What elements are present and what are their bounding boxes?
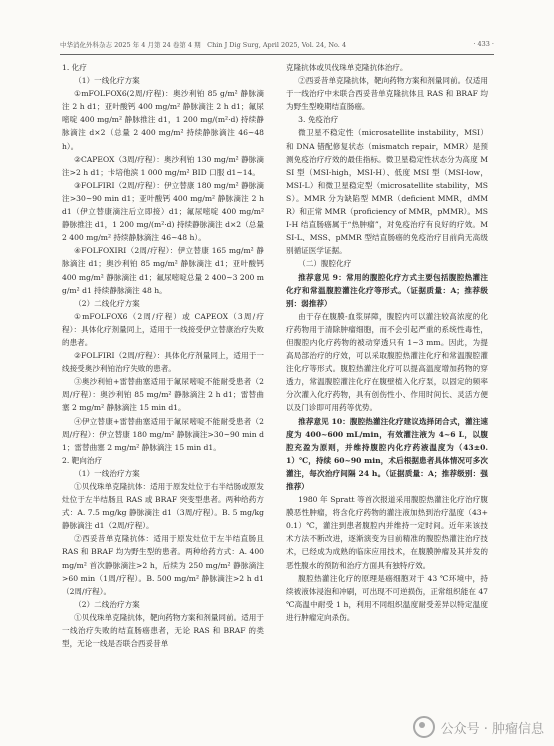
paragraph: ①mFOLFOX6（2周/疗程）或 CAPEOX（3周/疗程）：具体化疗剂量同上，适用于一线接受伊立替康治疗失败的患者。	[62, 311, 264, 347]
paragraph: 2. 靶向治疗	[62, 455, 103, 465]
paragraph: ②CAPEOX（3周/疗程）：奥沙利铂 130 mg/m² 静脉滴注>2 h d1；卡培他滨 1 000 mg/m² BID 口服 d1~14。	[62, 154, 264, 177]
wechat-icon	[413, 716, 435, 738]
paragraph: ①mFOLFOX6(2周/疗程)：奥沙利铂 85 g/m² 静脉滴注 2 h d1；亚叶酸钙 400 mg/m² 静脉滴注 2 h d1；氟尿嘧啶 400 mg/m² 静脉推注 d1，1 200 mg/(m²·d) 持续静脉滴注 d×2（总量 2 400 mg/m² 持续静脉滴注 46~48 h）。	[62, 89, 264, 151]
watermark	[413, 716, 544, 738]
paragraph: ②西妥昔单克隆抗体：适用于原发灶位于左半结直肠且 RAS 和 BRAF 均为野生型的患者。两种给药方式：A. 400 mg/m² 首次静脉滴注>2 h，后续为 250 mg/m² 静脉滴注>60 min（1周/疗程）。B. 500 mg/m² 静脉滴注>2 h d1（2周/疗程）。	[62, 534, 264, 596]
paragraph: ③奥沙利铂+雷替曲塞适用于氟尿嘧啶不能耐受患者（2周/疗程）：奥沙利铂 85 mg/m² 静脉滴注 2 h d1；雷替曲塞 2 mg/m² 静脉滴注 15 min d1。	[62, 377, 264, 413]
paragraph: （2）二线化疗方案	[74, 298, 140, 308]
paragraph: 由于存在腹膜-血浆屏障，腹腔内可以灌注较高浓度的化疗药物用于清除肿瘤细胞，而不会引起严重的系统性毒性，但腹腔内化疗药物的被动穿透只有 1~3 mm。因此，为提高局部治疗的疗效，可以采取腹腔热灌注化疗和常温腹腔灌注化疗等形式。腹腔热灌注化疗可以提高温度增加药物的穿透力，常温腹腔灌注化疗在腹壁植入化疗泵，以固定的频率分次灌入化疗药物，具有创伤性小、作用时间长、灵活方便以及门诊即可用药等优势。	[286, 311, 488, 413]
paragraph: 推荐意见 9：常用的腹腔化疗方式主要包括腹腔热灌注化疗和常温腹腔灌注化疗等形式。（证据质量：A；推荐级别：弱推荐）	[286, 272, 488, 308]
paragraph: ②西妥昔单克隆抗体，靶向药物方案和剂量同前。仅适用于一线治疗中未联合西妥昔单克隆抗体且 RAS 和 BRAF 均为野生型晚期结直肠癌。	[286, 76, 488, 112]
paragraph: （2）二线治疗方案	[74, 599, 140, 609]
running-header	[60, 40, 494, 52]
paragraph: 腹腔热灌注化疗的原理是癌细胞对于 43 ℃环境中，持续被液体浸泡和冲刷，可出现不可逆损伤，正常组织能在 47 ℃高温中耐受 1 h，利用不同组织温度耐受差异以特定温度进行肿瘤定向杀伤。	[286, 573, 488, 622]
paragraph: （二）腹腔化疗	[298, 259, 352, 269]
paragraph: ④FOLFOXIRI（2周/疗程）：伊立替康 165 mg/m² 静脉滴注 d1；奥沙利铂 85 mg/m² 静脉滴注 d1；亚叶酸钙 400 mg/m² 静脉滴注 d1；氟尿嘧啶总量 2 400~3 200 mg/m² d1 持续静脉滴注 48 h。	[62, 246, 264, 295]
right-column	[286, 61, 488, 624]
paragraph: 克隆抗体或贝伐珠单克隆抗体治疗。	[286, 63, 408, 72]
watermark-text: 公众号 · 肿瘤信息	[440, 721, 544, 737]
paragraph: 推荐意见 10：腹腔热灌注化疗建议选择闭合式，灌注速度为 400~600 mL/min，有效灌注液为 4~6 L，以腹腔充盈为原则，并维持腹腔内化疗药液温度为（43±0.1）℃，持续 60~90 min，术后根据患者具体情况可多次灌注，每次治疗间隔 24 h。（证据质量：A；推荐级别：强推荐）	[286, 416, 488, 491]
header-rule	[60, 54, 494, 55]
paragraph: 3. 免疫治疗	[298, 115, 339, 125]
paragraph: ④伊立替康+雷替曲塞适用于氟尿嘧啶不能耐受患者（2周/疗程）：伊立替康 180 mg/m² 静脉滴注>30~90 min d1；雷替曲塞 2 mg/m² 静脉滴注 15 min d1。	[62, 416, 264, 452]
paragraph: （1）一线治疗方案	[74, 468, 140, 478]
left-column	[62, 61, 264, 650]
paragraph: ③FOLFIRI（2周/疗程）：伊立替康 180 mg/m² 静脉滴注>30~90 min d1；亚叶酸钙 400 mg/m² 静脉滴注 2 h d1（伊立替康滴注后立即接）d1；氟尿嘧啶 400 mg/m² 静脉推注 d1，1 200 mg/(m²·d) 持续静脉滴注 d×2（总量 2 400 mg/m² 持续静脉滴注 46~48 h）。	[62, 180, 264, 243]
paragraph: 1980 年 Spratt 等首次报道采用腹腔热灌注化疗治疗腹膜恶性肿瘤，将含化疗药物的灌注液加热到治疗温度（43+0.1）℃，灌注到患者腹腔内并维持一定时间。近年来该技术方法不断改进，逐渐演变为目前精准的腹腔热灌注治疗技术，已经成为成熟的临床应用技术，在腹膜肿瘤及其并发的恶性腹水的预防和治疗方面具有独特疗效。	[286, 495, 488, 570]
paragraph: ①贝伐珠单克隆抗体，靶向药物方案和剂量同前。适用于一线治疗失败的结直肠癌患者，无论 RAS 和 BRAF 的类型，无论一线是否联合西妥昔单	[62, 612, 264, 649]
paragraph: 微卫星不稳定性（microsatellite instability，MSI）和 DNA 错配修复状态（mismatch repair，MMR）是预测免疫治疗疗效的最佳指标。微卫星稳定性状态分为高度 MSI 型（MSI-high，MSI-H）、低度 MSI 型（MSI-low，MSI-L）和微卫星稳定型（microsatellite stability，MSS）。MMR 分为缺陷型 MMR（deficient MMR，dMMR）和正常 MMR（proficiency of MMR，pMMR）。MSI-H 结直肠癌属于“热肿瘤”，对免疫治疗有良好的疗效。MSI-L、MSS、pMMR 型结直肠癌的免疫治疗目前尚无高级别循证医学证据。	[286, 128, 488, 256]
journal-citation: 中华消化外科杂志 2025 年 4 月第 24 卷第 4 期 Chin J Dig Surg, April 2025, Vol. 24, No. 4	[60, 41, 347, 49]
paragraph: ②FOLFIRI（2周/疗程）：具体化疗剂量同上，适用于一线接受奥沙利铂治疗失败的患者。	[62, 351, 264, 374]
paragraph: 1. 化疗	[62, 63, 87, 72]
page-number: · 433 ·	[473, 40, 494, 48]
paragraph: （1）一线化疗方案	[74, 76, 140, 86]
paragraph: ①贝伐珠单克隆抗体：适用于原发灶位于右半结肠或原发灶位于左半结肠且 RAS 或 BRAF 突变型患者。两种给药方式：A. 7.5 mg/kg 静脉滴注 d1（3周/疗程）。B. 5 mg/kg 静脉滴注 d1（2周/疗程）。	[62, 482, 264, 531]
